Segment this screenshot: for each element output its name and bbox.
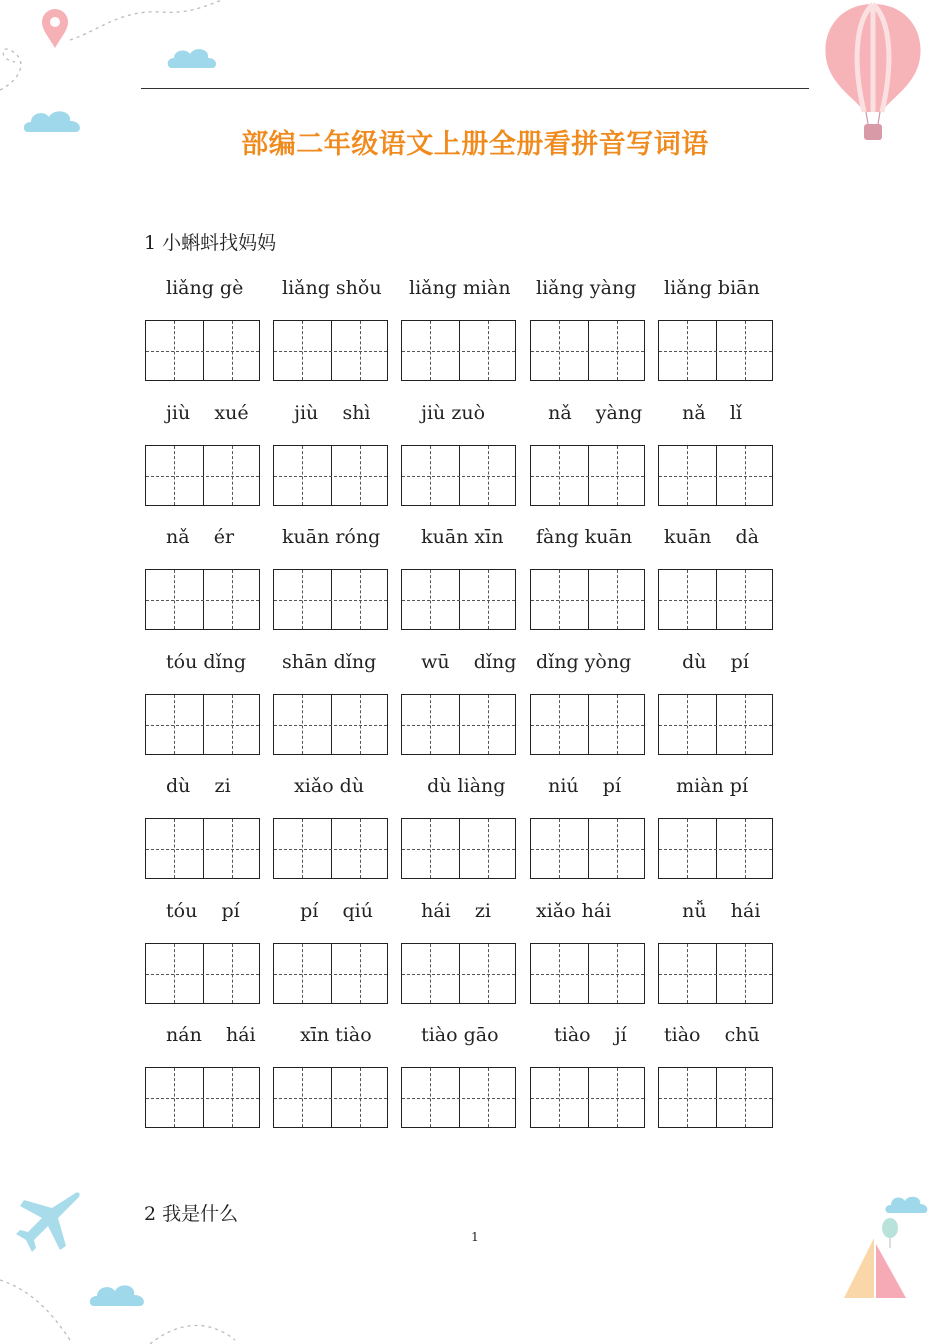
pinyin-label: fàng kuān — [536, 526, 633, 548]
dotted-path-decoration — [0, 1250, 240, 1344]
pinyin-label: xiǎo hái — [536, 899, 612, 922]
writing-grid-box[interactable] — [658, 569, 773, 630]
pinyin-label: tóu dǐng — [166, 650, 246, 673]
writing-grid-box[interactable] — [401, 943, 516, 1004]
pinyin-label: dù liàng — [409, 775, 506, 797]
writing-grid-box[interactable] — [401, 694, 516, 755]
pinyin-label: nǎ yàng — [536, 401, 643, 424]
pinyin-label: liǎng shǒu — [282, 277, 382, 299]
writing-grid-box[interactable] — [530, 694, 645, 755]
writing-grid-box[interactable] — [658, 1067, 773, 1128]
writing-grid-box[interactable] — [145, 943, 260, 1004]
writing-grid-box[interactable] — [401, 1067, 516, 1128]
pinyin-label: shān dǐng — [282, 650, 377, 673]
pinyin-label: nǎ lǐ — [664, 401, 742, 424]
writing-grid-box[interactable] — [401, 445, 516, 506]
writing-grid-box[interactable] — [145, 569, 260, 630]
pinyin-label: xiǎo dù — [282, 775, 365, 797]
writing-grid-box[interactable] — [145, 320, 260, 381]
section-heading-1: 1 小蝌蚪找妈妈 — [144, 232, 277, 254]
writing-grid-box[interactable] — [530, 1067, 645, 1128]
pinyin-label: pí qiú — [282, 899, 373, 922]
writing-grid-box[interactable] — [145, 1067, 260, 1128]
writing-grid-box[interactable] — [273, 1067, 388, 1128]
writing-grid-box[interactable] — [530, 818, 645, 879]
cloud-icon — [166, 44, 220, 72]
pinyin-label: wū dǐng — [409, 650, 517, 673]
pinyin-label: nǚ hái — [664, 899, 761, 922]
page-title: 部编二年级语文上册全册看拼音写词语 — [241, 129, 709, 160]
writing-grid-box[interactable] — [401, 320, 516, 381]
writing-grid-box[interactable] — [145, 694, 260, 755]
writing-grid-box[interactable] — [658, 818, 773, 879]
pinyin-label: tiào jí — [536, 1024, 627, 1046]
pinyin-label: tóu pí — [166, 899, 240, 922]
writing-grid-box[interactable] — [530, 569, 645, 630]
pinyin-label: miàn pí — [664, 775, 749, 797]
writing-grid-box[interactable] — [658, 445, 773, 506]
header-rule — [141, 88, 809, 89]
writing-grid-box[interactable] — [273, 569, 388, 630]
pinyin-label: nǎ ér — [166, 526, 235, 548]
page-number: 1 — [471, 1230, 479, 1244]
pinyin-label: liǎng yàng — [536, 277, 637, 299]
pinyin-label: dù pí — [664, 650, 749, 673]
cloud-icon — [884, 1192, 930, 1216]
pinyin-label: tiào chū — [664, 1024, 760, 1046]
pinyin-label: jiù zuò — [409, 401, 486, 424]
writing-grid-box[interactable] — [273, 943, 388, 1004]
writing-grid-box[interactable] — [273, 445, 388, 506]
writing-grid-box[interactable] — [273, 320, 388, 381]
pinyin-label: niú pí — [536, 775, 622, 797]
pinyin-label: liǎng miàn — [409, 277, 511, 299]
writing-grid-box[interactable] — [401, 569, 516, 630]
writing-grid-box[interactable] — [273, 694, 388, 755]
pinyin-label: dǐng yòng — [536, 650, 632, 673]
pinyin-label: tiào gāo — [409, 1024, 499, 1046]
writing-grid-box[interactable] — [145, 445, 260, 506]
writing-grid-box[interactable] — [530, 943, 645, 1004]
pinyin-label: liǎng gè — [166, 277, 244, 299]
writing-grid-box[interactable] — [530, 445, 645, 506]
writing-grid-box[interactable] — [658, 320, 773, 381]
pinyin-label: jiù shì — [282, 401, 371, 424]
pinyin-label: dù zi — [166, 775, 231, 797]
pinyin-label: kuān róng — [282, 526, 381, 548]
pinyin-label: kuān dà — [664, 526, 759, 548]
pinyin-label: nán hái — [166, 1024, 256, 1046]
writing-grid-box[interactable] — [658, 943, 773, 1004]
writing-grid-box[interactable] — [273, 818, 388, 879]
airplane-icon — [16, 1190, 82, 1254]
writing-grid-box[interactable] — [145, 818, 260, 879]
section-heading-2: 2 我是什么 — [144, 1203, 239, 1225]
writing-grid-box[interactable] — [401, 818, 516, 879]
pinyin-label: liǎng biān — [664, 277, 760, 299]
pinyin-label: kuān xīn — [409, 526, 504, 548]
sailboat-icon — [840, 1238, 910, 1302]
pinyin-label: hái zi — [409, 899, 491, 922]
writing-grid-box[interactable] — [658, 694, 773, 755]
pinyin-label: jiù xué — [166, 401, 249, 424]
pinyin-label: xīn tiào — [282, 1024, 372, 1046]
writing-grid-box[interactable] — [530, 320, 645, 381]
